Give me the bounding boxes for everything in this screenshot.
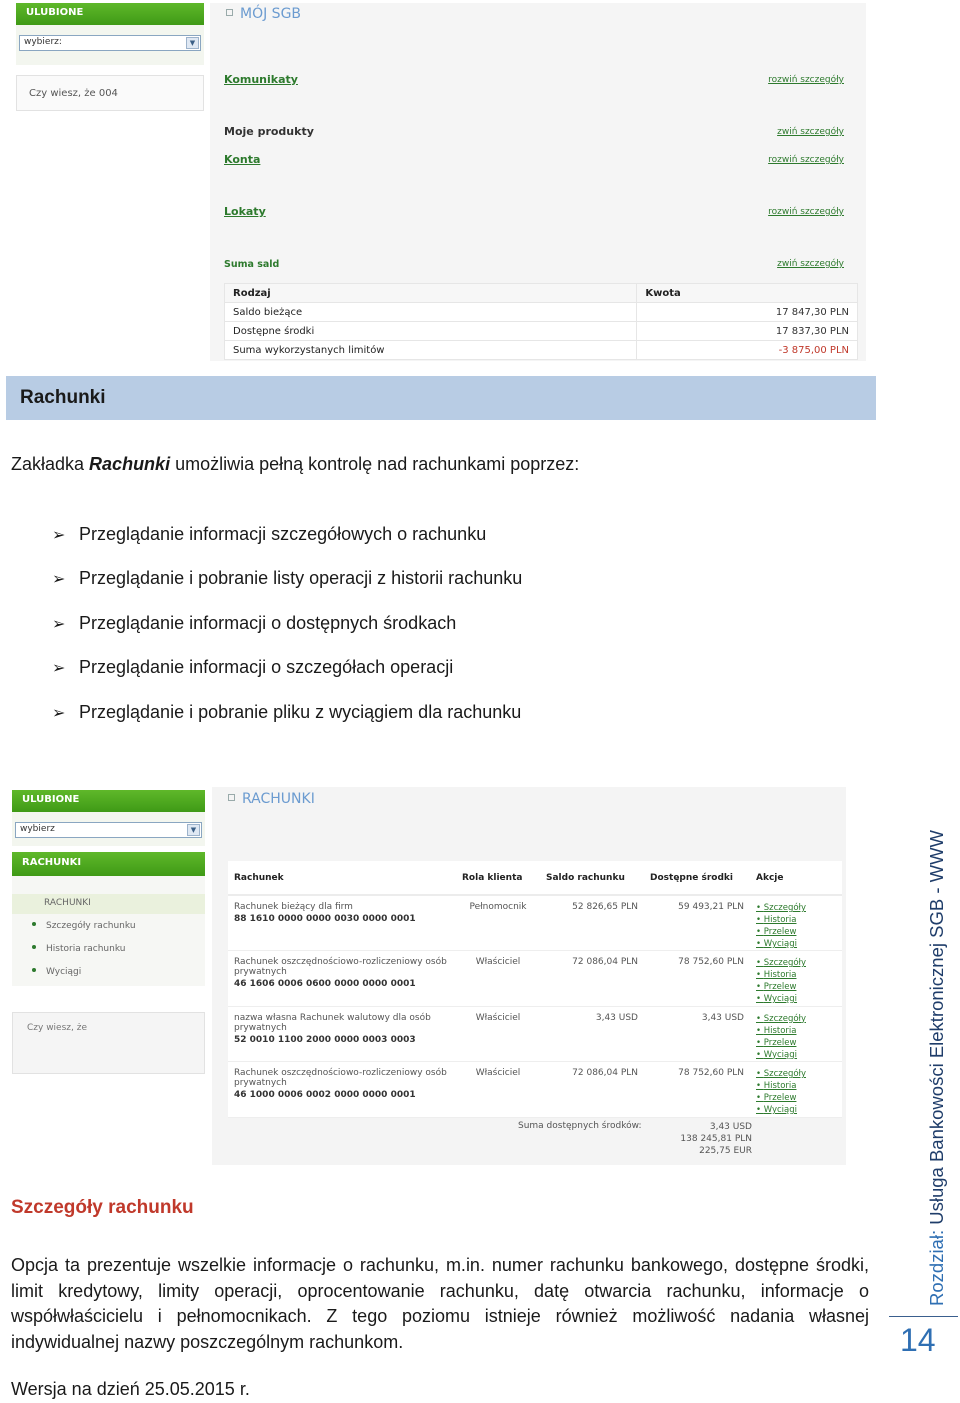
- accounts-header[interactable]: RACHUNKI: [12, 852, 205, 876]
- actions-cell: [750, 1062, 842, 1118]
- chevron-down-icon[interactable]: ▼: [187, 824, 200, 836]
- menu-title[interactable]: RACHUNKI: [12, 894, 205, 914]
- account-number: 46 1000 0006 0002 0000 0000 0001: [234, 1090, 416, 1100]
- available-cell: 78 752,60 PLN: [644, 1062, 750, 1118]
- details-link[interactable]: • Szczegóły: [756, 1068, 836, 1080]
- collapse-link[interactable]: zwiń szczegóły: [777, 259, 844, 269]
- role-cell: Właściciel: [456, 1006, 540, 1062]
- arrow-bullet-icon: ➢: [52, 527, 66, 544]
- favorites-select-value: wybierz:: [24, 37, 62, 47]
- chapter-side-label: [926, 830, 948, 1306]
- transfer-link[interactable]: • Przelew: [756, 926, 836, 938]
- feature-list: [52, 524, 522, 746]
- table-cell: -3 875,00 PLN: [637, 341, 858, 360]
- details-link[interactable]: • Szczegóły: [756, 1013, 836, 1025]
- menu-item-label: Szczegóły rachunku: [46, 921, 136, 931]
- arrow-bullet-icon: ➢: [52, 660, 66, 678]
- details-link[interactable]: • Szczegóły: [756, 902, 836, 914]
- list-item: [52, 568, 522, 612]
- transfer-link[interactable]: • Przelew: [756, 1037, 836, 1049]
- actions-cell: [750, 1006, 842, 1062]
- account-number: 88 1610 0000 0000 0030 0000 0001: [234, 914, 416, 924]
- table-row: [225, 322, 858, 341]
- table-row: [225, 341, 858, 360]
- sidebar: [12, 790, 205, 1080]
- did-you-know-box: Czy wiesz, że 004: [16, 75, 204, 111]
- table-header-row: [225, 284, 858, 303]
- sum-value: 3,43 USD: [709, 1122, 752, 1132]
- account-cell: [228, 895, 456, 951]
- list-item: [52, 657, 522, 701]
- statements-link[interactable]: • Wyciągi: [756, 993, 836, 1005]
- history-link[interactable]: • Historia: [756, 1025, 836, 1037]
- statements-link[interactable]: • Wyciągi: [756, 1104, 836, 1116]
- table-row: [228, 1062, 842, 1118]
- column-header: Dostępne środki: [644, 861, 750, 895]
- komunikaty-link[interactable]: Komunikaty: [224, 73, 298, 86]
- description-paragraph: Opcja ta prezentuje wszelkie informacje o rachunku, m.in. numer rachunku bankowego, dostępne środki, limit kredytowy, limity operacji, oprocentowanie rachunku, datę otwarcia rachunku, informacje o współwłaścicielu i pełnomocnikach. Z tego poziomu istnieje również możliwość nadania własnej indywidualnej nazwy poszczególnym rachunkom.: [11, 1255, 869, 1352]
- favorites-header: ULUBIONE: [16, 3, 204, 25]
- balance-table: [224, 283, 858, 360]
- lokaty-link[interactable]: Lokaty: [224, 205, 266, 218]
- history-link[interactable]: • Historia: [756, 914, 836, 926]
- favorites-panel: [16, 25, 204, 65]
- panel-title-text: MÓJ SGB: [240, 6, 302, 22]
- role-cell: Pełnomocnik: [456, 895, 540, 951]
- statements-link[interactable]: • Wyciągi: [756, 1049, 836, 1061]
- panel-title-text: RACHUNKI: [242, 791, 315, 807]
- available-sum-label: Suma dostępnych środków:: [518, 1121, 642, 1131]
- role-cell: Właściciel: [456, 1062, 540, 1118]
- balance-cell: 72 086,04 PLN: [540, 1062, 644, 1118]
- panel-title: [228, 791, 315, 807]
- divider: [889, 1316, 958, 1317]
- actions-cell: [750, 951, 842, 1007]
- screenshot-moj-sgb: [14, 0, 870, 362]
- column-header: Saldo rachunku: [540, 861, 644, 895]
- accounts-menu: [12, 876, 205, 986]
- column-header: Rachunek: [228, 861, 456, 895]
- did-you-know-box: Czy wiesz, że: [12, 1012, 205, 1074]
- account-name: Rachunek oszczędnościowo-rozliczeniowy osób prywatnych: [234, 1068, 447, 1088]
- column-header: Kwota: [637, 284, 858, 303]
- konta-link[interactable]: Konta: [224, 153, 261, 166]
- bullet-dot-icon: [32, 945, 36, 949]
- account-name: Rachunek bieżący dla firm: [234, 902, 353, 912]
- favorites-select[interactable]: [19, 35, 201, 51]
- chapter-title: Usługa Bankowości Elektronicznej SGB - WWW: [926, 829, 947, 1230]
- sum-value: 138 245,81 PLN: [680, 1134, 752, 1144]
- screenshot-rachunki: [12, 787, 846, 1165]
- accounts-table: [228, 861, 842, 1118]
- menu-item-details[interactable]: [32, 921, 136, 931]
- table-cell: Dostępne środki: [225, 322, 637, 341]
- table-cell: 17 847,30 PLN: [637, 303, 858, 322]
- table-row: [228, 1006, 842, 1062]
- intro-before: Zakładka: [11, 454, 90, 474]
- bullet-dot-icon: [32, 968, 36, 972]
- balance-sum-label: Suma sald: [224, 259, 280, 270]
- account-number: 46 1606 0006 0600 0000 0000 0001: [234, 979, 416, 989]
- column-header: Rola klienta: [456, 861, 540, 895]
- available-cell: 59 493,21 PLN: [644, 895, 750, 951]
- list-item: [52, 524, 522, 568]
- expand-link[interactable]: rozwiń szczegóły: [768, 75, 844, 85]
- moj-sgb-panel: [210, 3, 866, 361]
- menu-item-label: Wyciągi: [46, 967, 82, 977]
- account-name: Rachunek oszczędnościowo-rozliczeniowy osób prywatnych: [234, 957, 447, 977]
- table-row: [225, 303, 858, 322]
- list-item: [52, 613, 522, 657]
- products-label: Moje produkty: [224, 125, 314, 138]
- bullet-dot-icon: [32, 922, 36, 926]
- collapse-link[interactable]: zwiń szczegóły: [777, 127, 844, 137]
- history-link[interactable]: • Historia: [756, 969, 836, 981]
- intro-emphasis: Rachunki: [89, 454, 171, 474]
- chapter-label: Rozdział:: [926, 1229, 947, 1306]
- balance-cell: 52 826,65 PLN: [540, 895, 644, 951]
- favorites-header: ULUBIONE: [12, 790, 205, 812]
- chevron-down-icon[interactable]: ▼: [186, 37, 199, 49]
- available-cell: 78 752,60 PLN: [644, 951, 750, 1007]
- list-item: [52, 702, 522, 746]
- menu-item-label: Historia rachunku: [46, 944, 126, 954]
- favorites-select[interactable]: [15, 822, 202, 838]
- table-row: [228, 951, 842, 1007]
- section-title: Rachunki: [6, 376, 876, 420]
- account-cell: [228, 1006, 456, 1062]
- arrow-bullet-icon: ➢: [52, 615, 66, 633]
- expand-link[interactable]: rozwiń szczegóły: [768, 207, 844, 217]
- version-footer: Wersja na dzień 25.05.2015 r.: [11, 1379, 250, 1399]
- history-link[interactable]: • Historia: [756, 1080, 836, 1092]
- favorites-panel: [12, 812, 205, 846]
- sum-value: 225,75 EUR: [699, 1146, 752, 1156]
- available-cell: 3,43 USD: [644, 1006, 750, 1062]
- menu-item-statements[interactable]: [32, 967, 81, 977]
- statements-link[interactable]: • Wyciągi: [756, 938, 836, 950]
- account-cell: [228, 1062, 456, 1118]
- column-header: Rodzaj: [225, 284, 637, 303]
- table-header-row: [228, 861, 842, 895]
- balance-cell: 72 086,04 PLN: [540, 951, 644, 1007]
- list-item-text: Przeglądanie informacji szczegółowych o rachunku: [79, 524, 487, 544]
- panel-title: [226, 6, 301, 22]
- balance-cell: 3,43 USD: [540, 1006, 644, 1062]
- collapse-square-icon[interactable]: [226, 9, 233, 16]
- expand-link[interactable]: rozwiń szczegóły: [768, 155, 844, 165]
- arrow-bullet-icon: ➢: [52, 704, 66, 722]
- page-number: 14: [900, 1322, 936, 1358]
- details-link[interactable]: • Szczegóły: [756, 957, 836, 969]
- list-item-text: Przeglądanie informacji o dostępnych środkach: [79, 612, 457, 633]
- list-item-text: Przeglądanie i pobranie listy operacji z historii rachunku: [79, 568, 523, 589]
- actions-cell: [750, 895, 842, 951]
- column-header: Akcje: [750, 861, 842, 895]
- account-cell: [228, 951, 456, 1007]
- account-name: nazwa własna Rachunek walutowy dla osób prywatnych: [234, 1012, 431, 1033]
- intro-after: umożliwia pełną kontrolę nad rachunkami poprzez:: [170, 454, 580, 474]
- transfer-link[interactable]: • Przelew: [756, 1092, 836, 1104]
- table-cell: Suma wykorzystanych limitów: [225, 341, 637, 360]
- list-item-text: Przeglądanie i pobranie pliku z wyciągiem dla rachunku: [79, 701, 522, 722]
- collapse-square-icon[interactable]: [228, 794, 235, 801]
- favorites-select-value: wybierz: [20, 824, 55, 834]
- role-cell: Właściciel: [456, 951, 540, 1007]
- table-cell: Saldo bieżące: [225, 303, 637, 322]
- list-item-text: Przeglądanie informacji o szczegółach operacji: [79, 657, 454, 678]
- table-cell: 17 837,30 PLN: [637, 322, 858, 341]
- menu-item-history[interactable]: [32, 944, 125, 954]
- transfer-link[interactable]: • Przelew: [756, 981, 836, 993]
- available-sum-values: [640, 1121, 752, 1157]
- sub-heading: Szczegóły rachunku: [11, 1197, 194, 1218]
- sidebar: [16, 3, 204, 110]
- account-number: 52 0010 1100 2000 0000 0003 0003: [234, 1034, 416, 1045]
- intro-text: [11, 454, 579, 475]
- table-row: [228, 895, 842, 951]
- arrow-bullet-icon: ➢: [52, 571, 66, 589]
- accounts-panel: [212, 787, 846, 1165]
